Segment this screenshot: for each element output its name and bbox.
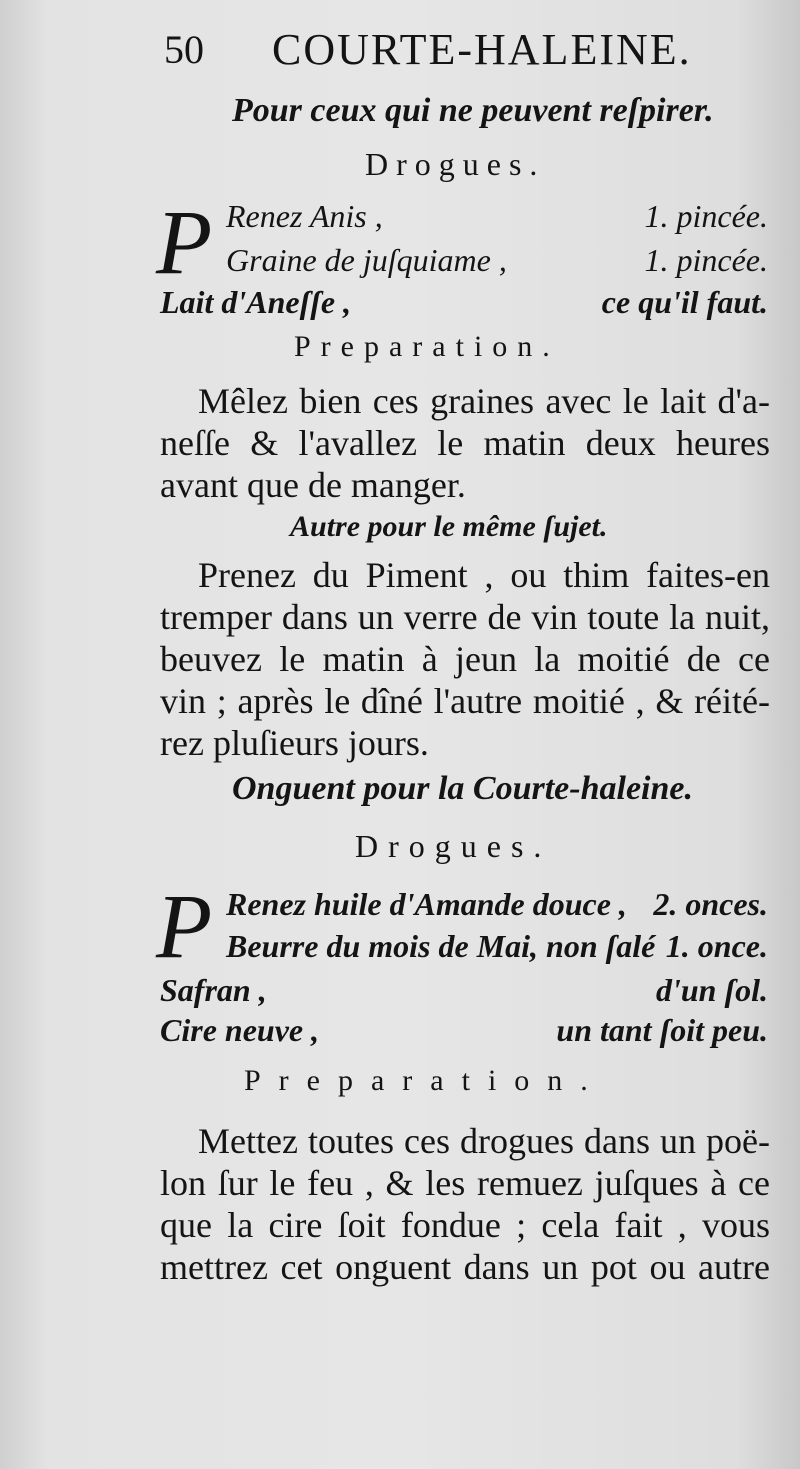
drogues-heading-1: Drogues. — [365, 146, 546, 182]
text-line: lon ſur le feu , & les remuez juſques à ce — [160, 1163, 770, 1203]
ingredient-qty: 2. onces. — [653, 886, 768, 922]
recipe-text-2 — [160, 554, 770, 764]
ingredient-qty: ce qu'il faut. — [601, 284, 768, 320]
preparation-text-1 — [160, 380, 770, 506]
drop-cap-1: P — [156, 191, 213, 293]
page-number: 50 — [164, 27, 204, 72]
ingredient-qty: d'un ſol. — [655, 972, 768, 1008]
text-line: rez pluſieurs jours. — [160, 723, 429, 763]
ingredient-name: Cire neuve , — [160, 1012, 320, 1048]
ingredient-name: Safran , — [160, 972, 267, 1008]
section-title-1: Pour ceux qui ne peuvent reſpirer. — [232, 92, 714, 129]
text-line: Mettez toutes ces drogues dans un poë- — [198, 1121, 770, 1161]
ingredient-qty: 1. pincée. — [644, 242, 768, 278]
text-line: tremper dans un verre de vin toute la nuit, — [160, 597, 770, 637]
text-line: Mêlez bien ces graines avec le lait d'a- — [198, 381, 770, 421]
ingredient-name: Graine de juſquiame , — [226, 242, 507, 278]
ingredient-name: Renez Anis , — [226, 198, 383, 234]
text-line: mettrez cet onguent dans un pot ou autre — [160, 1247, 770, 1287]
ingredient-name: Renez huile d'Amande douce , — [226, 886, 627, 922]
text-line: Prenez du Piment , ou thim faites-en — [198, 555, 770, 595]
preparation-heading-2: Preparation. — [244, 1064, 606, 1097]
ingredient-name: Lait d'Aneſſe , — [160, 284, 352, 320]
section-title-3: Onguent pour la Courte-haleine. — [232, 770, 693, 807]
text-line: que la cire ſoit fondue ; cela fait , vous — [160, 1205, 770, 1245]
text-line: avant que de manger. — [160, 465, 466, 505]
ingredient-qty: un tant ſoit peu. — [556, 1012, 768, 1048]
text-line: beuvez le matin à jeun la moitié de ce — [160, 639, 770, 679]
preparation-text-3 — [160, 1120, 770, 1288]
drop-cap-2: P — [156, 875, 213, 977]
text-line: vin ; après le dîné l'autre moitié , & réité- — [160, 681, 770, 721]
preparation-heading-1: Preparation. — [294, 330, 560, 363]
ingredient-qty: 1. pincée. — [644, 198, 768, 234]
text-line: neſſe & l'avallez le matin deux heures — [160, 423, 770, 463]
running-head: COURTE-HALEINE. — [272, 25, 692, 74]
drogues-heading-2: Drogues. — [355, 828, 552, 864]
ingredient-qty: 1. once. — [665, 928, 768, 964]
section-title-2: Autre pour le même ſujet. — [290, 510, 608, 543]
ingredient-name: Beurre du mois de Mai, non ſalé — [226, 928, 656, 964]
